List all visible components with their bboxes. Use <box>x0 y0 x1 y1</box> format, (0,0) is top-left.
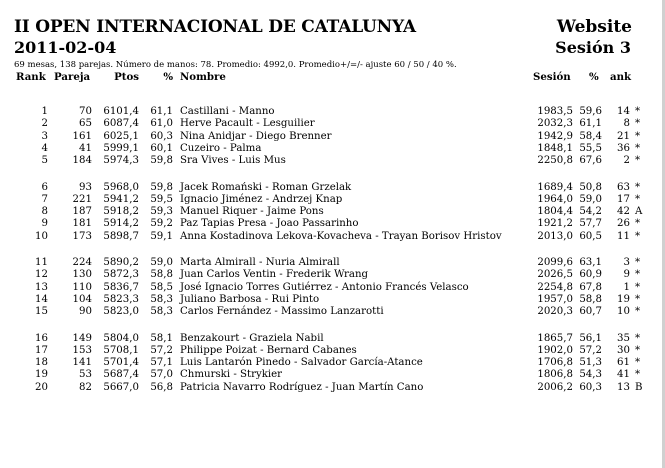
points-cell: 5823,0 <box>103 306 139 318</box>
pair-cell: 65 <box>79 118 92 130</box>
table-row <box>0 305 665 319</box>
rank-cell: 2 <box>41 118 48 130</box>
flag-cell: B <box>635 381 643 393</box>
session-cell: 1957,0 <box>537 293 573 305</box>
table-header <box>0 70 665 84</box>
flag-cell: * <box>635 306 641 318</box>
rank-cell: 17 <box>35 344 48 356</box>
name-cell: Philippe Poizat - Bernard Cabanes <box>180 344 357 356</box>
session-rank-cell: 61 <box>617 357 630 369</box>
pair-cell: 187 <box>72 206 92 218</box>
pair-cell: 224 <box>72 257 92 268</box>
pair-cell: 184 <box>72 155 92 167</box>
percent-cell: 59,8 <box>150 181 173 193</box>
flag-cell: * <box>635 281 641 293</box>
session-rank-cell: 19 <box>617 293 630 305</box>
percent-cell: 58,1 <box>150 332 173 344</box>
name-cell: Cuzeiro - Palma <box>180 142 262 154</box>
flag-cell: A <box>635 206 643 218</box>
session-rank-cell: 36 <box>617 142 630 154</box>
name-cell: Patricia Navarro Rodríguez - Juan Martín Cano <box>180 381 424 393</box>
name-cell: Benzakourt - Graziela Nabil <box>180 332 324 344</box>
percent-cell: 59,3 <box>150 206 173 218</box>
flag-cell: * <box>635 181 641 193</box>
session-label: Sesión 3 <box>555 38 631 57</box>
rank-cell: 3 <box>41 130 48 142</box>
session-rank-cell: 11 <box>617 230 630 242</box>
flag-cell: * <box>635 344 641 356</box>
name-cell: Paz Tapias Presa - Joao Passarinho <box>180 218 359 230</box>
session-percent-cell: 60,3 <box>579 381 602 393</box>
session-cell: 2032,3 <box>537 118 573 130</box>
session-cell: 1689,4 <box>537 181 573 193</box>
col-name: Nombre <box>180 71 226 83</box>
percent-cell: 57,2 <box>150 344 173 356</box>
pair-cell: 41 <box>79 142 92 154</box>
points-cell: 5708,1 <box>103 344 139 356</box>
pair-cell: 153 <box>72 344 92 356</box>
points-cell: 5918,2 <box>103 206 139 218</box>
name-cell: Carlos Fernández - Massimo Lanzarotti <box>180 306 384 318</box>
session-percent-cell: 60,5 <box>579 230 602 242</box>
pair-cell: 149 <box>72 332 92 344</box>
pair-cell: 130 <box>72 269 92 281</box>
points-cell: 6087,4 <box>103 118 139 130</box>
rank-cell: 13 <box>35 281 48 293</box>
rank-cell: 7 <box>41 193 48 205</box>
points-cell: 5941,2 <box>103 193 139 205</box>
percent-cell: 60,1 <box>150 142 173 154</box>
flag-cell: * <box>635 218 641 230</box>
website-link[interactable]: Website <box>556 17 632 37</box>
percent-cell: 58,3 <box>150 293 173 305</box>
percent-cell: 56,8 <box>150 381 173 393</box>
session-cell: 2026,5 <box>537 269 573 281</box>
table-row <box>0 381 665 395</box>
name-cell: Manuel Riquer - Jaime Pons <box>180 206 324 218</box>
session-percent-cell: 67,8 <box>579 281 602 293</box>
session-rank-cell: 41 <box>617 369 630 381</box>
session-rank-cell: 3 <box>623 257 630 268</box>
points-cell: 5701,4 <box>103 357 139 369</box>
pair-cell: 221 <box>72 193 92 205</box>
session-cell: 1804,4 <box>537 206 573 218</box>
percent-cell: 58,5 <box>150 281 173 293</box>
session-percent-cell: 61,1 <box>579 118 602 130</box>
session-rank-cell: 35 <box>617 332 630 344</box>
session-cell: 1964,0 <box>537 193 573 205</box>
session-rank-cell: 8 <box>623 118 630 130</box>
col-session-rank: ank <box>610 71 632 83</box>
table-row <box>0 154 665 168</box>
rank-cell: 14 <box>35 293 48 305</box>
name-cell: Juan Carlos Ventin - Frederik Wrang <box>180 269 369 281</box>
rank-cell: 10 <box>35 230 48 242</box>
pair-cell: 93 <box>79 181 92 193</box>
session-percent-cell: 50,8 <box>579 181 602 193</box>
session-rank-cell: 26 <box>617 218 630 230</box>
session-rank-cell: 9 <box>623 269 630 281</box>
rank-cell: 15 <box>35 306 48 318</box>
session-cell: 1848,1 <box>537 142 573 154</box>
name-cell: Marta Almirall - Nuria Almirall <box>180 257 340 268</box>
session-percent-cell: 60,7 <box>579 306 602 318</box>
tournament-title: II OPEN INTERNACIONAL DE CATALUNYA <box>14 17 416 37</box>
session-percent-cell: 55,5 <box>579 142 602 154</box>
session-percent-cell: 57,2 <box>579 344 602 356</box>
flag-cell: * <box>635 269 641 281</box>
session-cell: 1902,0 <box>537 344 573 356</box>
session-cell: 1865,7 <box>537 332 573 344</box>
name-cell: José Ignacio Torres Gutiérrez - Antonio Francés Velasco <box>180 281 469 293</box>
session-cell: 2006,2 <box>537 381 573 393</box>
session-rank-cell: 1 <box>623 281 630 293</box>
percent-cell: 59,0 <box>150 257 173 268</box>
session-percent-cell: 60,9 <box>579 269 602 281</box>
pair-cell: 53 <box>79 369 92 381</box>
name-cell: Juliano Barbosa - Rui Pinto <box>180 293 320 305</box>
flag-cell: * <box>635 142 641 154</box>
session-percent-cell: 59,6 <box>579 106 602 117</box>
session-rank-cell: 63 <box>617 181 630 193</box>
points-cell: 5914,2 <box>103 218 139 230</box>
points-cell: 5890,2 <box>103 257 139 268</box>
col-points: Ptos <box>114 71 139 83</box>
percent-cell: 60,3 <box>150 130 173 142</box>
session-percent-cell: 63,1 <box>579 257 602 268</box>
pair-cell: 141 <box>72 357 92 369</box>
session-rank-cell: 14 <box>617 106 630 117</box>
percent-cell: 61,1 <box>150 106 173 117</box>
col-session: Sesión <box>533 71 571 83</box>
session-percent-cell: 56,1 <box>579 332 602 344</box>
percent-cell: 59,8 <box>150 155 173 167</box>
rank-cell: 1 <box>41 106 48 117</box>
name-cell: Luis Lantarón Pinedo - Salvador García-Atance <box>180 357 423 369</box>
percent-cell: 59,1 <box>150 230 173 242</box>
rank-cell: 19 <box>35 369 48 381</box>
name-cell: Anna Kostadinova Lekova-Kovacheva - Trayan Borisov Hristov <box>180 230 502 242</box>
session-cell: 2013,0 <box>537 230 573 242</box>
name-cell: Jacek Romański - Roman Grzelak <box>180 181 352 193</box>
rank-cell: 11 <box>35 257 48 268</box>
pair-cell: 82 <box>79 381 92 393</box>
session-cell: 1921,2 <box>537 218 573 230</box>
percent-cell: 58,3 <box>150 306 173 318</box>
session-rank-cell: 30 <box>617 344 630 356</box>
points-cell: 5804,0 <box>103 332 139 344</box>
rank-cell: 8 <box>41 206 48 218</box>
session-percent-cell: 54,2 <box>579 206 602 218</box>
summary-info: 69 mesas, 138 parejas. Número de manos: 78. Promedio: 4992,0. Promedio+/=/- ajuste 60 / 50 / 40 %. <box>14 60 457 70</box>
flag-cell: * <box>635 293 641 305</box>
name-cell: Ignacio Jiménez - Andrzej Knap <box>180 193 343 205</box>
session-rank-cell: 21 <box>617 130 630 142</box>
rank-cell: 18 <box>35 357 48 369</box>
pair-cell: 70 <box>79 106 92 117</box>
session-percent-cell: 51,3 <box>579 357 602 369</box>
session-cell: 2020,3 <box>537 306 573 318</box>
flag-cell: * <box>635 357 641 369</box>
points-cell: 5836,7 <box>103 281 139 293</box>
flag-cell: * <box>635 118 641 130</box>
rank-cell: 6 <box>41 181 48 193</box>
session-percent-cell: 58,8 <box>579 293 602 305</box>
session-cell: 2250,8 <box>537 155 573 167</box>
col-pair: Pareja <box>54 71 91 83</box>
flag-cell: * <box>635 369 641 381</box>
session-rank-cell: 17 <box>617 193 630 205</box>
col-rank: Rank <box>16 71 46 83</box>
session-rank-cell: 42 <box>617 206 630 218</box>
session-cell: 1706,8 <box>537 357 573 369</box>
rank-cell: 4 <box>41 142 48 154</box>
pair-cell: 161 <box>72 130 92 142</box>
name-cell: Castillani - Manno <box>180 106 275 117</box>
col-session-percent: % <box>589 71 599 83</box>
name-cell: Chmurski - Strykier <box>180 369 283 381</box>
rank-cell: 20 <box>35 381 48 393</box>
pair-cell: 110 <box>72 281 92 293</box>
session-cell: 1942,9 <box>537 130 573 142</box>
flag-cell: * <box>635 193 641 205</box>
rank-cell: 5 <box>41 155 48 167</box>
tournament-date: 2011-02-04 <box>14 38 117 57</box>
name-cell: Herve Pacault - Lesguilier <box>180 118 315 130</box>
rank-cell: 16 <box>35 332 48 344</box>
points-cell: 5974,3 <box>103 155 139 167</box>
percent-cell: 61,0 <box>150 118 173 130</box>
rank-cell: 9 <box>41 218 48 230</box>
points-cell: 6101,4 <box>103 106 139 117</box>
session-rank-cell: 10 <box>617 306 630 318</box>
pair-cell: 181 <box>72 218 92 230</box>
session-percent-cell: 54,3 <box>579 369 602 381</box>
session-rank-cell: 13 <box>617 381 630 393</box>
points-cell: 5898,7 <box>103 230 139 242</box>
flag-cell: * <box>635 332 641 344</box>
session-rank-cell: 2 <box>623 155 630 167</box>
points-cell: 5999,1 <box>103 142 139 154</box>
table-row <box>0 230 665 244</box>
session-cell: 1806,8 <box>537 369 573 381</box>
percent-cell: 59,5 <box>150 193 173 205</box>
points-cell: 5667,0 <box>103 381 139 393</box>
session-cell: 2254,8 <box>537 281 573 293</box>
session-percent-cell: 57,7 <box>579 218 602 230</box>
points-cell: 5968,0 <box>103 181 139 193</box>
flag-cell: * <box>635 155 641 167</box>
name-cell: Sra Vives - Luis Mus <box>180 155 286 167</box>
flag-cell: * <box>635 230 641 242</box>
session-percent-cell: 67,6 <box>579 155 602 167</box>
percent-cell: 57,1 <box>150 357 173 369</box>
percent-cell: 59,2 <box>150 218 173 230</box>
flag-cell: * <box>635 130 641 142</box>
pair-cell: 173 <box>72 230 92 242</box>
percent-cell: 58,8 <box>150 269 173 281</box>
session-percent-cell: 59,0 <box>579 193 602 205</box>
percent-cell: 57,0 <box>150 369 173 381</box>
name-cell: Nina Anidjar - Diego Brenner <box>180 130 332 142</box>
col-percent: % <box>163 71 173 83</box>
points-cell: 6025,1 <box>103 130 139 142</box>
points-cell: 5687,4 <box>103 369 139 381</box>
points-cell: 5823,3 <box>103 293 139 305</box>
flag-cell: * <box>635 106 641 117</box>
pair-cell: 104 <box>72 293 92 305</box>
points-cell: 5872,3 <box>103 269 139 281</box>
session-cell: 1983,5 <box>537 106 573 117</box>
session-percent-cell: 58,4 <box>579 130 602 142</box>
rank-cell: 12 <box>35 269 48 281</box>
session-cell: 2099,6 <box>537 257 573 268</box>
flag-cell: * <box>635 257 641 268</box>
pair-cell: 90 <box>79 306 92 318</box>
